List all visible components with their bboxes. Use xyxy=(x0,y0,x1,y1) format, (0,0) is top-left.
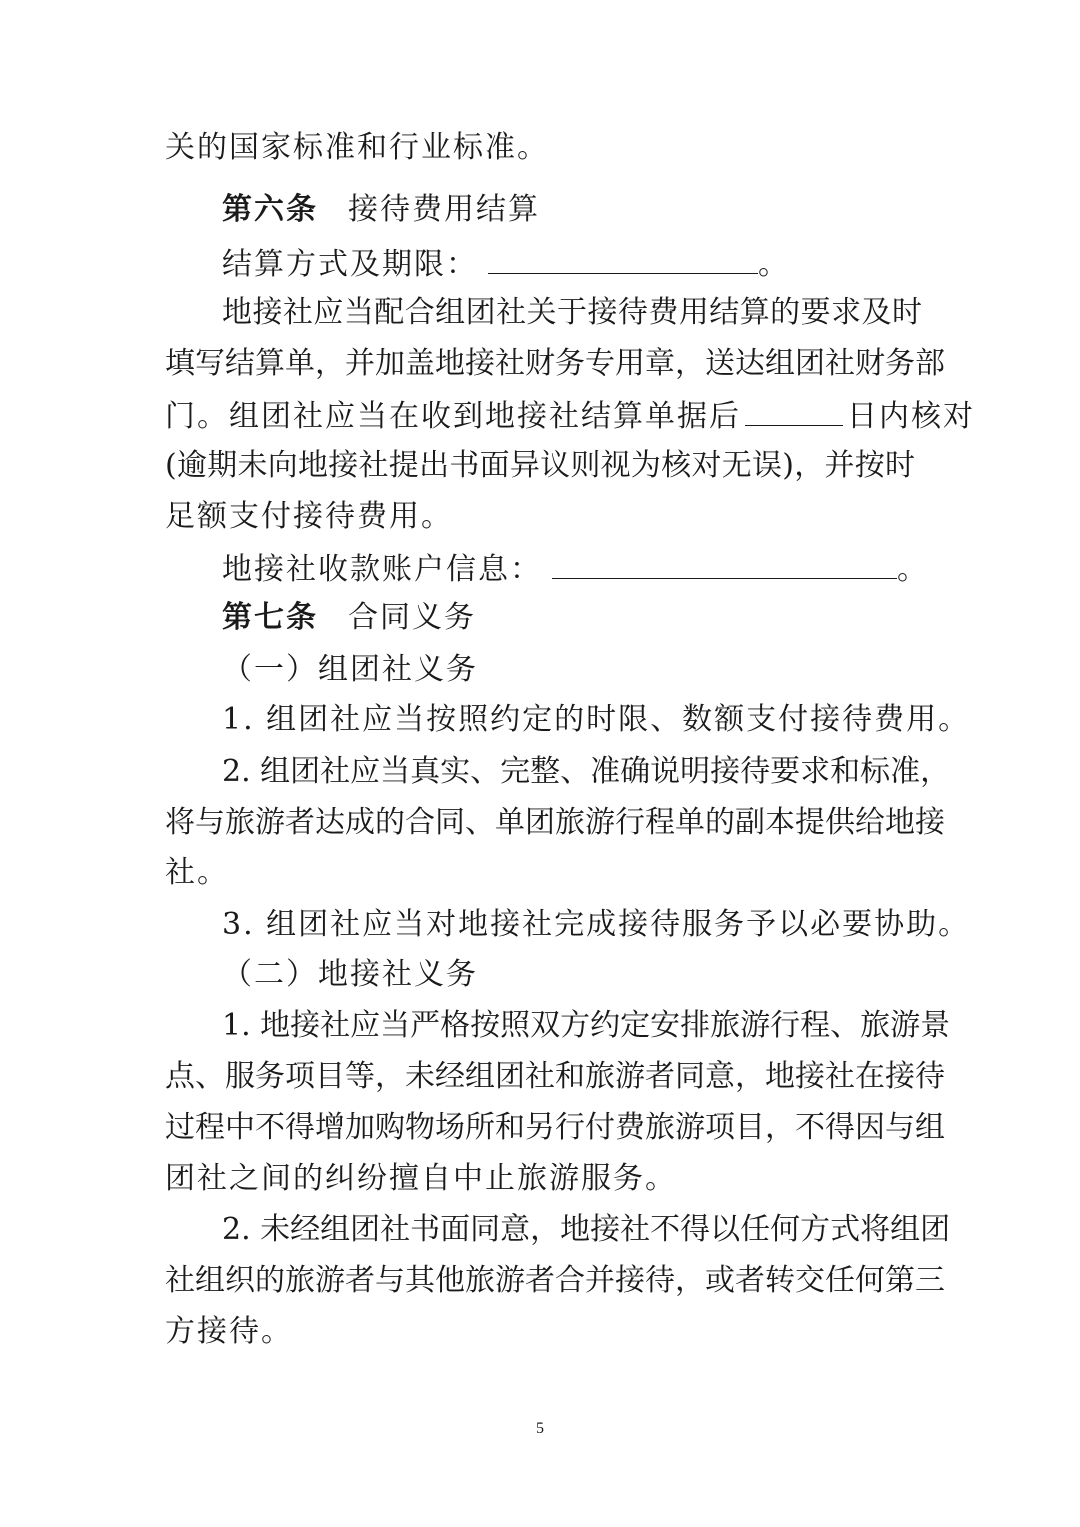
settlement-blank[interactable] xyxy=(488,243,758,274)
section-heading: （一）组团社义务 xyxy=(222,652,478,687)
paragraph-line: (逾期未向地接社提出书面异议则视为核对无误)，并按时 xyxy=(165,448,915,483)
paragraph-line: 社。 xyxy=(165,855,229,890)
paragraph-line: 1. 组团社应当按照约定的时限、数额支付接待费用。 xyxy=(222,702,971,737)
settlement-label: 结算方式及期限： xyxy=(222,247,478,282)
page-number: 5 xyxy=(536,1420,544,1437)
paragraph-line: 2. 未经组团社书面同意，地接社不得以任何方式将组团 xyxy=(222,1212,951,1247)
verify-line xyxy=(165,395,975,437)
verify-before: 门。组团社应当在收到地接社结算单据后 xyxy=(165,399,741,434)
paragraph-line: 3. 组团社应当对地接社完成接待服务予以必要协助。 xyxy=(222,907,971,942)
article-7-heading xyxy=(222,598,922,638)
paragraph-line: 关的国家标准和行业标准。 xyxy=(165,130,549,165)
paragraph-line: 团社之间的纠纷擅自中止旅游服务。 xyxy=(165,1161,677,1196)
paragraph-line: 将与旅游者达成的合同、单团旅游行程单的副本提供给地接 xyxy=(165,805,945,840)
article-6-label: 第六条 xyxy=(222,192,318,227)
verify-days-blank[interactable] xyxy=(745,395,843,426)
section-heading: （二）地接社义务 xyxy=(222,957,478,992)
account-end: 。 xyxy=(897,552,929,587)
account-line xyxy=(222,548,929,590)
paragraph-line: 方接待。 xyxy=(165,1314,293,1349)
paragraph-line: 填写结算单，并加盖地接社财务专用章，送达组团社财务部 xyxy=(165,346,945,381)
verify-after: 日内核对 xyxy=(847,399,975,434)
settlement-method-line xyxy=(222,243,922,285)
paragraph-line: 社组织的旅游者与其他旅游者合并接待，或者转交任何第三 xyxy=(165,1263,945,1298)
article-6-heading xyxy=(222,190,922,230)
settlement-end: 。 xyxy=(758,247,790,282)
paragraph-line: 地接社应当配合组团社关于接待费用结算的要求及时 xyxy=(222,295,922,330)
account-label: 地接社收款账户信息： xyxy=(222,552,542,587)
paragraph-line: 1. 地接社应当严格按照双方约定安排旅游行程、旅游景 xyxy=(222,1008,951,1043)
article-7-label: 第七条 xyxy=(222,600,318,635)
paragraph-line: 2. 组团社应当真实、完整、准确说明接待要求和标准， xyxy=(222,754,951,789)
paragraph-line: 点、服务项目等，未经组团社和旅游者同意，地接社在接待 xyxy=(165,1059,945,1094)
paragraph-line: 过程中不得增加购物场所和另行付费旅游项目，不得因与组 xyxy=(165,1110,945,1145)
article-6-title: 接待费用结算 xyxy=(348,192,540,227)
article-7-title: 合同义务 xyxy=(348,600,476,635)
account-blank[interactable] xyxy=(552,548,897,579)
paragraph-line: 足额支付接待费用。 xyxy=(165,499,453,534)
